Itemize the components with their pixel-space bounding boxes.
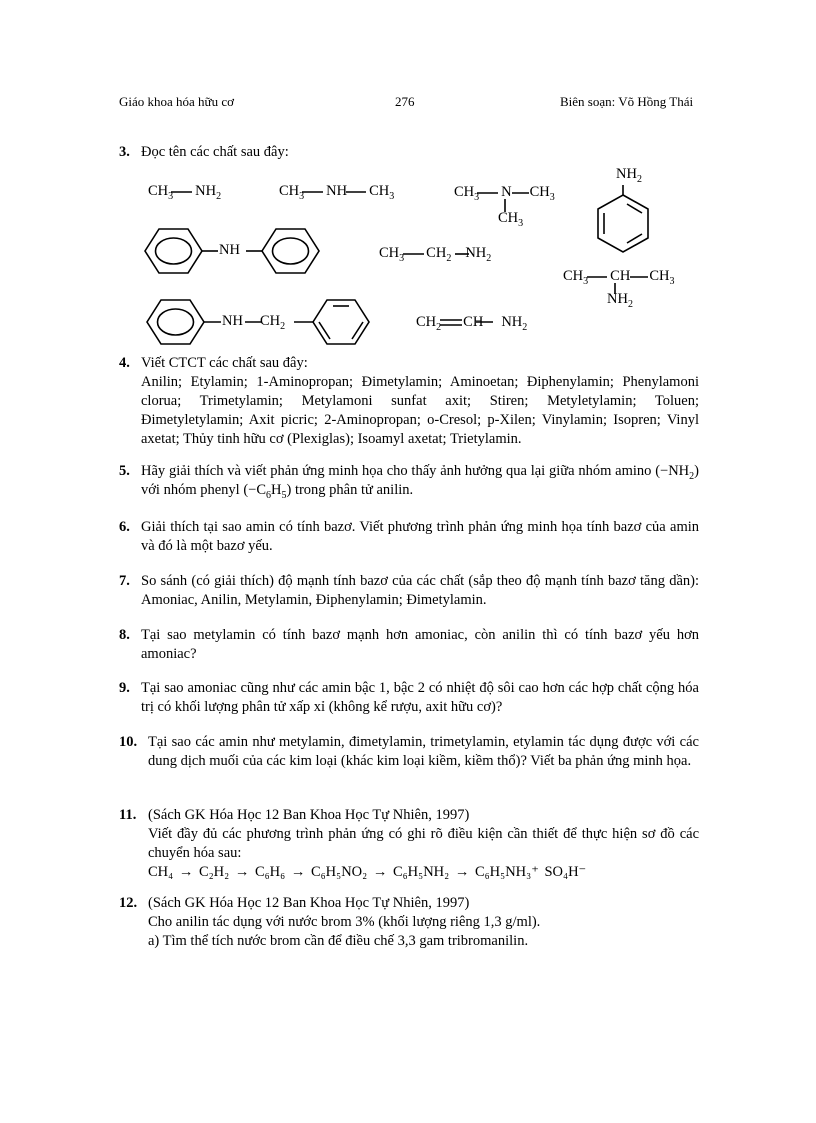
question-source: (Sách GK Hóa Học 12 Ban Khoa Học Tự Nhiên, 1997) xyxy=(148,807,470,823)
formula-trimethylamine: $CH_3$ N $CH_3$ xyxy=(454,184,555,203)
question-number: 3. xyxy=(119,144,130,160)
question-text: Anilin; Etylamin; 1-Aminopropan; Đimetylamin; Aminoetan; Điphenylamin; Phenylamoni clorua; Trimetylamin; Metylamoni sunfat axit; Stiren; Metyletylamin; Toluen; Đimetyletylamin; Axit picric; 2-Aminopropan; o-Cresol; p-Xilen; Vinylamin; Isopren; Vinyl axetat; Thủy tinh hữu cơ (Plexiglas); Isoamyl axetat; Trietylamin. xyxy=(141,374,699,447)
question-number: 12. xyxy=(119,895,138,911)
formula-isopropylamine: $CH_3$ CH $CH_3$ xyxy=(563,268,675,287)
header-left: Giáo khoa hóa hữu cơ xyxy=(119,94,235,109)
question-8 xyxy=(119,626,699,664)
question-heading: Viết CTCT các chất sau đây: xyxy=(141,355,308,371)
question-text: Giải thích tại sao amin có tính bazơ. Viết phương trình phản ứng minh họa tính bazơ của amin và đó là một bazơ yếu. xyxy=(141,519,699,554)
question-12 xyxy=(119,894,699,951)
page-number: 276 xyxy=(395,94,415,109)
formula-ethylamine: $CH_3$ $CH_2$ $NH_2$ xyxy=(379,245,492,264)
formula-dimethylamine: $CH_3$ NH $CH_3$ xyxy=(279,183,395,202)
question-text: Viết đầy đủ các phương trình phản ứng có ghi rõ điều kiện cần thiết để thực hiện sơ đồ các chuyển hóa sau: xyxy=(148,826,699,861)
question-11 xyxy=(119,806,699,882)
reaction-scheme: CH₄ → C₂H₂ → C₆H₆ → C₆H₅NO₂ → C₆H₅NH₂ → C₆H₅NH₃⁺ SO₄H⁻ xyxy=(148,864,587,880)
question-text: Cho anilin tác dụng với nước brom 3% (khối lượng riêng 1,3 g/ml). xyxy=(148,914,541,930)
question-number: 9. xyxy=(119,680,130,696)
question-number: 11. xyxy=(119,807,137,823)
question-text: Đọc tên các chất sau đây: xyxy=(141,144,289,160)
question-text: So sánh (có giải thích) độ mạnh tính bazơ của các chất (sắp theo độ mạnh tính bazơ tăng dần): Amoniac, Anilin, Metylamin, Điphenylamin; Đimetylamin. xyxy=(141,573,699,608)
question-3 xyxy=(119,143,699,162)
question-number: 5. xyxy=(119,463,130,479)
question-7 xyxy=(119,572,699,610)
question-source: (Sách GK Hóa Học 12 Ban Khoa Học Tự Nhiên, 1997) xyxy=(148,895,470,911)
question-10 xyxy=(119,733,699,771)
question-text: Tại sao các amin như metylamin, đimetylamin, trimetylamin, etylamin tác dụng được với các dung dịch muối của các kim loại (khác kim loại kiềm, kiềm thổ)? Viết ba phản ứng minh họa. xyxy=(148,734,699,769)
formula-diphenylamine-nh: NH xyxy=(219,242,240,258)
question-number: 8. xyxy=(119,627,130,643)
question-4 xyxy=(119,354,699,449)
question-text: Tại sao amoniac cũng như các amin bậc 1, bậc 2 có nhiệt độ sôi cao hơn các hợp chất cộng hóa trị có khối lượng phân tử xấp xỉ (không kể rượu, axit hữu cơ)? xyxy=(141,680,699,715)
question-number: 6. xyxy=(119,519,130,535)
formula-isopropylamine-nh2: $NH_2$ xyxy=(607,291,633,310)
formula-vinylamine: $CH_2$ CH $NH_2$ xyxy=(416,314,528,333)
formula-trimethylamine-branch: $CH_3$ xyxy=(498,210,524,229)
question-text: Hãy giải thích và viết phản ứng minh họa cho thấy ảnh hưởng qua lại giữa nhóm amino $(-NH_2)$ với nhóm phenyl $(-C_6H_5)$ trong phân tử anilin. xyxy=(141,463,699,501)
formula-benzylaniline: NH $CH_2$ xyxy=(222,313,286,332)
question-part-a: a) Tìm thể tích nước brom cần để điều chế 3,3 gam tribromanilin. xyxy=(148,933,529,949)
question-5 xyxy=(119,462,699,500)
question-number: 7. xyxy=(119,573,130,589)
question-6 xyxy=(119,518,699,556)
formula-aniline-nh2: $NH_2$ xyxy=(616,166,642,185)
question-9 xyxy=(119,679,699,717)
question-number: 4. xyxy=(119,355,130,371)
header-right: Biên soạn: Võ Hồng Thái xyxy=(560,94,694,109)
formula-methylamine: $CH_3$ $NH_2$ xyxy=(148,183,222,202)
question-number: 10. xyxy=(119,734,138,750)
question-text: Tại sao metylamin có tính bazơ mạnh hơn amoniac, còn anilin thì có tính bazơ yếu hơn amoniac? xyxy=(141,627,699,662)
